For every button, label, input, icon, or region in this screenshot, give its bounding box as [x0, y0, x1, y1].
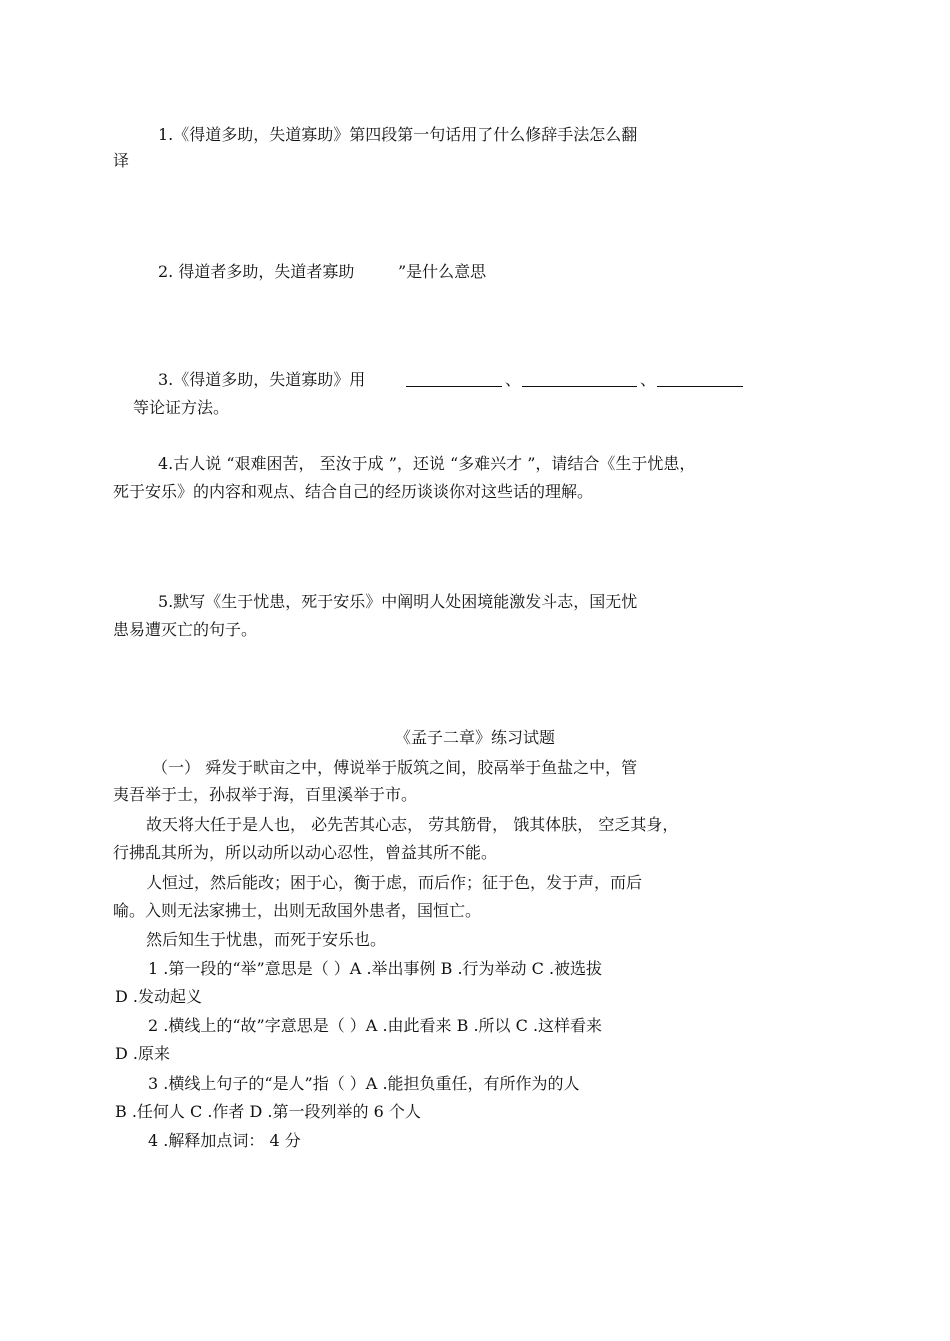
mc-q1-line2: D .发动起义	[115, 987, 203, 1006]
mc-q3-line1: 3 .横线上句子的“是人”指（ ）A .能担负重任，有所作为的人	[148, 1074, 580, 1093]
section-title: 《孟子二章》练习试题	[394, 728, 555, 747]
q1-line2: 译	[113, 151, 130, 170]
passage-p1-line1: （一） 舜发于畎亩之中，傅说举于版筑之间，胶鬲举于鱼盐之中，管	[152, 758, 638, 777]
q4-line1: 4.古人说 “艰难困苦， 至汝于成 ”，还说 “多难兴才 ”，请结合《生于忧患，	[158, 454, 696, 473]
passage-p4: 然后知生于忧患，而死于安乐也。	[146, 930, 387, 949]
mc-q1-line1: 1 .第一段的“举”意思是（ ）A .举出事例 B .行为举动 C .被选拔	[148, 959, 603, 978]
q5-line1: 5.默写《生于忧患，死于安乐》中阐明人处困境能激发斗志，国无忧	[158, 592, 638, 611]
passage-p3-line2: 喻。入则无法家拂士，出则无敌国外患者，国恒亡。	[113, 901, 482, 920]
q3-blank-3[interactable]	[657, 372, 743, 387]
passage-p2-line2: 行拂乱其所为，所以动所以动心忍性，曾益其所不能。	[113, 843, 498, 862]
mc-q2-line2: D .原来	[115, 1044, 171, 1063]
q4-line2: 死于安乐》的内容和观点、结合自己的经历谈谈你对这些话的理解。	[113, 482, 594, 501]
q5-line2: 患易遭灭亡的句子。	[113, 620, 258, 639]
q3-line2: 等论证方法。	[133, 398, 230, 417]
mc-q2-line1: 2 .横线上的“故”字意思是（ ）A .由此看来 B .所以 C .这样看来	[148, 1016, 603, 1035]
passage-p3-line1: 人恒过，然后能改；困于心，衡于虑，而后作；征于色，发于声，而后	[146, 873, 643, 892]
q2-text-a: 2. 得道者多助，失道者寡助	[158, 262, 355, 281]
q3-separator-2: 、	[640, 370, 657, 389]
q3-separator-1: 、	[505, 370, 522, 389]
q3-blank-1[interactable]	[406, 372, 502, 387]
q3-blank-2[interactable]	[522, 372, 637, 387]
mc-q3-line2: B .任何人 C .作者 D .第一段列举的 6 个人	[115, 1102, 421, 1121]
q1-line1: 1.《得道多助，失道寡助》第四段第一句话用了什么修辞手法怎么翻	[158, 125, 638, 144]
mc-q4: 4 .解释加点词： 4 分	[148, 1131, 301, 1150]
q2-text-b: ”是什么意思	[398, 262, 487, 281]
passage-p1-line2: 夷吾举于士，孙叔举于海，百里溪举于市。	[113, 785, 418, 804]
passage-p2-line1: 故天将大任于是人也， 必先苦其心志， 劳其筋骨， 饿其体肤， 空乏其身，	[146, 815, 679, 834]
q3-prefix: 3.《得道多助，失道寡助》用	[158, 370, 366, 389]
